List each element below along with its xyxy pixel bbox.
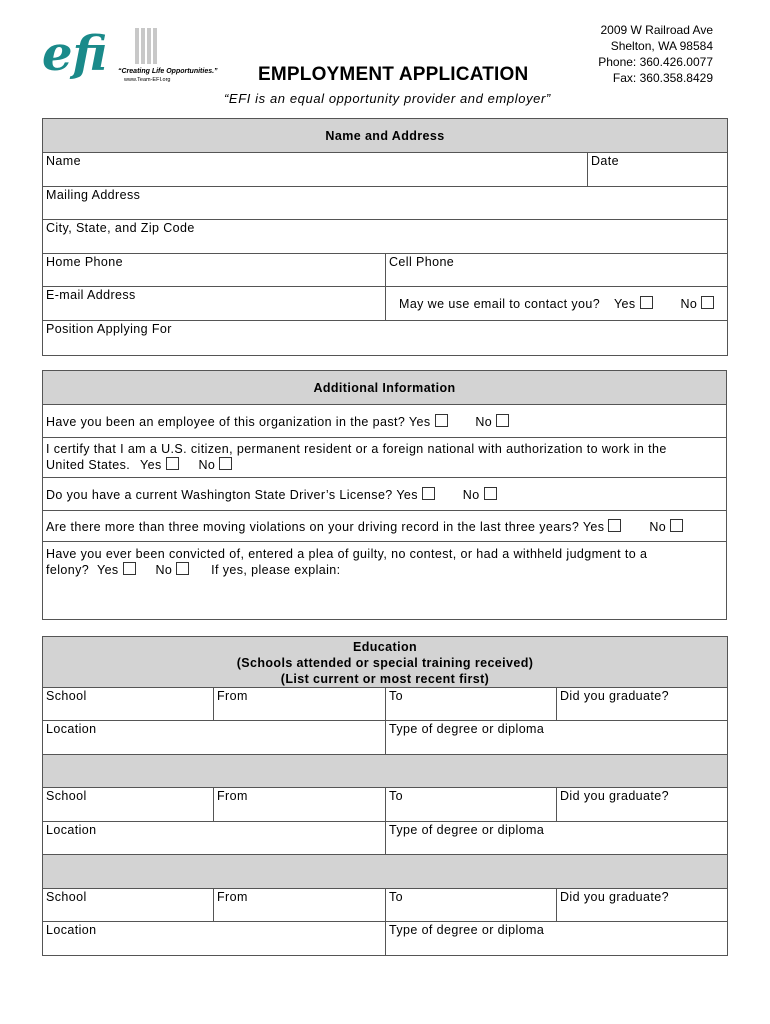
mailing-address-label: Mailing Address xyxy=(46,188,141,202)
yes-label: Yes xyxy=(396,487,418,502)
degree-field[interactable] xyxy=(386,822,728,855)
from-field[interactable] xyxy=(214,889,386,922)
section-heading: Name and Address xyxy=(43,119,728,153)
degree-label: Type of degree or diploma xyxy=(389,923,545,937)
address-line: Shelton, WA 98584 xyxy=(610,39,713,53)
city-state-zip-label: City, State, and Zip Code xyxy=(46,221,195,235)
yes-label: Yes xyxy=(140,458,162,472)
to-field[interactable] xyxy=(386,889,557,922)
school-field[interactable] xyxy=(43,788,214,822)
from-label: From xyxy=(217,689,248,703)
yes-label: Yes xyxy=(582,519,605,534)
to-label: To xyxy=(389,689,404,703)
logo-tagline: “Creating Life Opportunities.” xyxy=(118,68,218,75)
email-label: E-mail Address xyxy=(46,288,136,302)
school-field[interactable] xyxy=(43,688,214,721)
logo-website: www.Team-EFI.org xyxy=(124,77,171,83)
felony-question[interactable] xyxy=(43,542,727,620)
name-label: Name xyxy=(46,154,81,168)
email-consent-cell xyxy=(386,287,728,321)
degree-label: Type of degree or diploma xyxy=(389,722,545,736)
question-text: Are there more than three moving violations on your driving record in the last three years? xyxy=(46,519,580,534)
email-field[interactable] xyxy=(43,287,386,321)
position-label: Position Applying For xyxy=(46,322,172,336)
question-text: Do you have a current Washington State Driver’s License? xyxy=(46,487,393,502)
past-employee-question xyxy=(43,405,727,438)
graduate-label: Did you graduate? xyxy=(560,789,669,803)
cell-phone-field[interactable] xyxy=(386,254,728,287)
cell-phone-label: Cell Phone xyxy=(389,255,455,269)
question-text: Have you been an employee of this organization in the past? xyxy=(46,414,406,429)
section-heading: Additional Information xyxy=(43,371,727,405)
location-label: Location xyxy=(46,823,97,837)
school-label: School xyxy=(46,890,87,904)
education-heading: Education xyxy=(353,640,418,654)
citizenship-question xyxy=(43,438,727,478)
yes-label: Yes xyxy=(613,297,636,311)
efi-logo xyxy=(40,18,225,100)
location-label: Location xyxy=(46,722,97,736)
date-field[interactable] xyxy=(588,153,728,187)
violations-no-checkbox[interactable] xyxy=(670,519,683,532)
violations-question xyxy=(43,511,727,542)
no-label: No xyxy=(462,487,480,502)
page-subtitle: “EFI is an equal opportunity provider and employer” xyxy=(224,91,551,106)
question-text-cont: felony? xyxy=(46,563,90,577)
section-heading xyxy=(43,637,728,688)
from-label: From xyxy=(217,890,248,904)
mailing-address-field[interactable] xyxy=(43,187,728,220)
explain-label: If yes, please explain: xyxy=(211,563,341,577)
location-field[interactable] xyxy=(43,822,386,855)
drivers-license-question xyxy=(43,478,727,511)
no-label: No xyxy=(155,563,173,577)
no-label: No xyxy=(198,458,216,472)
no-label: No xyxy=(680,297,698,311)
question-text: Have you ever been convicted of, entered a plea of guilty, no contest, or had a withheld judgment to a xyxy=(46,547,648,561)
from-label: From xyxy=(217,789,248,803)
position-field[interactable] xyxy=(43,321,728,356)
felony-yes-checkbox[interactable] xyxy=(123,562,136,575)
location-field[interactable] xyxy=(43,922,386,956)
no-label: No xyxy=(649,519,667,534)
address-block xyxy=(598,22,713,86)
to-field[interactable] xyxy=(386,688,557,721)
yes-label: Yes xyxy=(96,563,119,577)
home-phone-field[interactable] xyxy=(43,254,386,287)
email-consent-question: May we use email to contact you? xyxy=(399,297,601,311)
home-phone-label: Home Phone xyxy=(46,255,123,269)
school-label: School xyxy=(46,689,87,703)
additional-info-section xyxy=(42,370,727,620)
degree-field[interactable] xyxy=(386,922,728,956)
degree-field[interactable] xyxy=(386,721,728,755)
question-text-cont: United States. xyxy=(46,458,131,472)
school-field[interactable] xyxy=(43,889,214,922)
email-no-checkbox[interactable] xyxy=(701,296,714,309)
education-subheading: (Schools attended or special training received) xyxy=(236,656,534,670)
felony-no-checkbox[interactable] xyxy=(176,562,189,575)
name-field[interactable] xyxy=(43,153,588,187)
violations-yes-checkbox[interactable] xyxy=(608,519,621,532)
section-divider xyxy=(43,855,728,889)
school-label: School xyxy=(46,789,87,803)
location-field[interactable] xyxy=(43,721,386,755)
no-label: No xyxy=(475,414,493,429)
graduate-field[interactable] xyxy=(557,889,728,922)
address-line: 2009 W Railroad Ave xyxy=(600,23,713,37)
citizenship-yes-checkbox[interactable] xyxy=(166,457,179,470)
graduate-field[interactable] xyxy=(557,788,728,822)
yes-label: Yes xyxy=(408,414,431,429)
education-subheading: (List current or most recent first) xyxy=(280,672,490,686)
page-title: EMPLOYMENT APPLICATION xyxy=(258,64,529,85)
graduate-label: Did you graduate? xyxy=(560,689,669,703)
graduate-field[interactable] xyxy=(557,688,728,721)
from-field[interactable] xyxy=(214,788,386,822)
citizenship-no-checkbox[interactable] xyxy=(219,457,232,470)
education-section xyxy=(42,636,728,956)
question-text: I certify that I am a U.S. citizen, permanent resident or a foreign national with authorization to work in the xyxy=(46,442,667,456)
license-no-checkbox[interactable] xyxy=(484,487,497,500)
degree-label: Type of degree or diploma xyxy=(389,823,545,837)
graduate-label: Did you graduate? xyxy=(560,890,669,904)
name-address-section xyxy=(42,118,728,356)
section-divider xyxy=(43,755,728,788)
address-line: Fax: 360.358.8429 xyxy=(612,71,713,85)
from-field[interactable] xyxy=(214,688,386,721)
license-yes-checkbox[interactable] xyxy=(422,487,435,500)
email-yes-checkbox[interactable] xyxy=(640,296,653,309)
to-label: To xyxy=(389,789,404,803)
date-label: Date xyxy=(591,154,620,168)
logo-text: efi xyxy=(42,26,108,82)
city-state-zip-field[interactable] xyxy=(43,220,728,254)
to-field[interactable] xyxy=(386,788,557,822)
address-line: Phone: 360.426.0077 xyxy=(598,55,713,69)
past-employee-yes-checkbox[interactable] xyxy=(435,414,448,427)
location-label: Location xyxy=(46,923,97,937)
past-employee-no-checkbox[interactable] xyxy=(496,414,509,427)
to-label: To xyxy=(389,890,404,904)
